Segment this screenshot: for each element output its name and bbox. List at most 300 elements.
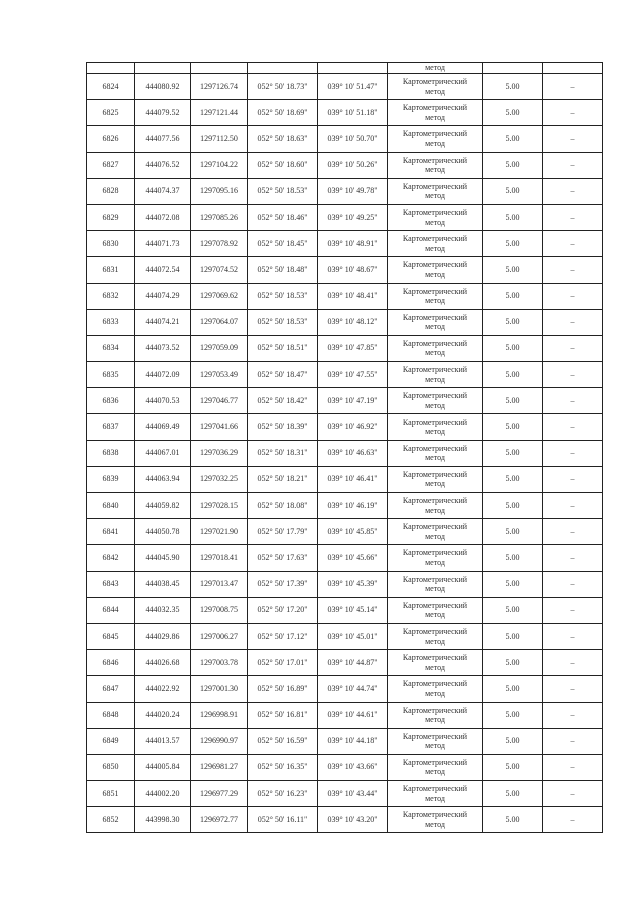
cell-accuracy: 5.00 xyxy=(483,702,543,728)
method-line-1: Картометрический xyxy=(402,181,468,191)
method-line-2: метод xyxy=(425,767,445,777)
cell-method xyxy=(388,257,483,283)
cell-longitude: 039° 10' 50.26" xyxy=(318,152,388,178)
cell-y: 1297121.44 xyxy=(191,100,248,126)
cell-method xyxy=(388,362,483,388)
cell-method xyxy=(388,388,483,414)
cell-x: 444072.09 xyxy=(135,362,191,388)
cell-description: – xyxy=(543,728,603,754)
cell-accuracy: 5.00 xyxy=(483,100,543,126)
cell-method xyxy=(388,545,483,571)
cell-y: 1297095.16 xyxy=(191,178,248,204)
cell-x: 444074.37 xyxy=(135,178,191,204)
table-row xyxy=(87,493,603,519)
method-line-1: Картометрический xyxy=(402,443,468,453)
cell-point-number: 6833 xyxy=(87,309,135,335)
table-row xyxy=(87,126,603,152)
cell-x: 444074.29 xyxy=(135,283,191,309)
cell-x: 444079.52 xyxy=(135,100,191,126)
cell-description: – xyxy=(543,257,603,283)
cell-latitude: 052° 50' 18.63" xyxy=(248,126,318,152)
cell-y xyxy=(191,63,248,74)
table-row xyxy=(87,178,603,204)
table-row xyxy=(87,597,603,623)
table-row xyxy=(87,388,603,414)
cell-point-number: 6834 xyxy=(87,335,135,361)
cell-latitude: 052° 50' 16.11" xyxy=(248,807,318,833)
method-line-2: метод xyxy=(425,479,445,489)
table-body xyxy=(87,63,603,833)
method-line-2: метод xyxy=(425,819,445,829)
cell-description: – xyxy=(543,74,603,100)
cell-point-number: 6839 xyxy=(87,466,135,492)
cell-accuracy: 5.00 xyxy=(483,519,543,545)
cell-latitude: 052° 50' 18.45" xyxy=(248,231,318,257)
cell-method xyxy=(388,676,483,702)
method-line-1: Картометрический xyxy=(402,653,468,663)
cell-longitude: 039° 10' 44.74" xyxy=(318,676,388,702)
table-row xyxy=(87,623,603,649)
cell-latitude: 052° 50' 18.60" xyxy=(248,152,318,178)
cell-latitude: 052° 50' 17.39" xyxy=(248,571,318,597)
cell-latitude: 052° 50' 18.53" xyxy=(248,309,318,335)
cell-point-number: 6852 xyxy=(87,807,135,833)
cell-latitude: 052° 50' 18.21" xyxy=(248,466,318,492)
cell-point-number: 6847 xyxy=(87,676,135,702)
cell-longitude: 039° 10' 45.01" xyxy=(318,623,388,649)
cell-y: 1297001.30 xyxy=(191,676,248,702)
method-line-2: метод xyxy=(425,191,445,201)
cell-accuracy: 5.00 xyxy=(483,623,543,649)
cell-description: – xyxy=(543,676,603,702)
method-line-1: Картометрический xyxy=(402,705,468,715)
cell-latitude: 052° 50' 18.39" xyxy=(248,414,318,440)
table-row xyxy=(87,807,603,833)
cell-y: 1297006.27 xyxy=(191,623,248,649)
cell-description: – xyxy=(543,466,603,492)
method-line-2: метод xyxy=(425,269,445,279)
cell-accuracy: 5.00 xyxy=(483,440,543,466)
method-line-2: метод xyxy=(425,662,445,672)
cell-y: 1296998.91 xyxy=(191,702,248,728)
cell-accuracy: 5.00 xyxy=(483,781,543,807)
cell-x: 444059.82 xyxy=(135,493,191,519)
cell-y: 1297032.25 xyxy=(191,466,248,492)
cell-method xyxy=(388,231,483,257)
cell-y: 1297008.75 xyxy=(191,597,248,623)
cell-description: – xyxy=(543,414,603,440)
cell-method xyxy=(388,466,483,492)
table-row xyxy=(87,414,603,440)
cell-accuracy: 5.00 xyxy=(483,283,543,309)
cell-y: 1296990.97 xyxy=(191,728,248,754)
cell-longitude: 039° 10' 46.92" xyxy=(318,414,388,440)
cell-longitude: 039° 10' 48.91" xyxy=(318,231,388,257)
method-line-1: Картометрический xyxy=(402,417,468,427)
cell-latitude xyxy=(248,63,318,74)
cell-accuracy: 5.00 xyxy=(483,807,543,833)
cell-method xyxy=(388,493,483,519)
cell-description: – xyxy=(543,100,603,126)
cell-accuracy: 5.00 xyxy=(483,152,543,178)
table-row xyxy=(87,650,603,676)
cell-method xyxy=(388,728,483,754)
cell-description: – xyxy=(543,571,603,597)
cell-point-number: 6825 xyxy=(87,100,135,126)
cell-accuracy: 5.00 xyxy=(483,335,543,361)
method-line-2: метод xyxy=(425,793,445,803)
cell-accuracy: 5.00 xyxy=(483,545,543,571)
cell-description: – xyxy=(543,309,603,335)
table-row xyxy=(87,519,603,545)
cell-description: – xyxy=(543,781,603,807)
cell-description: – xyxy=(543,440,603,466)
cell-description: – xyxy=(543,152,603,178)
cell-accuracy: 5.00 xyxy=(483,231,543,257)
cell-x: 444070.53 xyxy=(135,388,191,414)
table-row xyxy=(87,754,603,780)
cell-point-number: 6826 xyxy=(87,126,135,152)
cell-accuracy xyxy=(483,63,543,74)
cell-y: 1297064.07 xyxy=(191,309,248,335)
table-row xyxy=(87,571,603,597)
cell-longitude: 039° 10' 47.19" xyxy=(318,388,388,414)
cell-longitude xyxy=(318,63,388,74)
table-row xyxy=(87,257,603,283)
cell-x: 444045.90 xyxy=(135,545,191,571)
method-line-2: метод xyxy=(425,243,445,253)
table-row xyxy=(87,100,603,126)
cell-description: – xyxy=(543,702,603,728)
method-line-1: Картометрический xyxy=(402,496,468,506)
cell-latitude: 052° 50' 18.46" xyxy=(248,204,318,230)
method-line-1: Картометрический xyxy=(402,627,468,637)
method-line-1: Картометрический xyxy=(402,155,468,165)
cell-method xyxy=(388,519,483,545)
cell-longitude: 039° 10' 49.25" xyxy=(318,204,388,230)
cell-longitude: 039° 10' 44.61" xyxy=(318,702,388,728)
cell-accuracy: 5.00 xyxy=(483,257,543,283)
cell-description: – xyxy=(543,493,603,519)
cell-longitude: 039° 10' 46.41" xyxy=(318,466,388,492)
cell-longitude: 039° 10' 47.55" xyxy=(318,362,388,388)
cell-latitude: 052° 50' 18.47" xyxy=(248,362,318,388)
table-row xyxy=(87,781,603,807)
cell-latitude: 052° 50' 17.01" xyxy=(248,650,318,676)
cell-x: 444073.52 xyxy=(135,335,191,361)
method-line-2: метод xyxy=(425,453,445,463)
cell-latitude: 052° 50' 17.20" xyxy=(248,597,318,623)
method-line-2: метод xyxy=(425,557,445,567)
cell-x: 444020.24 xyxy=(135,702,191,728)
cell-latitude: 052° 50' 18.73" xyxy=(248,74,318,100)
method-line-1: Картометрический xyxy=(402,129,468,139)
table-row xyxy=(87,466,603,492)
cell-y: 1297078.92 xyxy=(191,231,248,257)
cell-x: 444072.54 xyxy=(135,257,191,283)
cell-accuracy: 5.00 xyxy=(483,178,543,204)
table-row xyxy=(87,74,603,100)
cell-description: – xyxy=(543,650,603,676)
method-line-1: Картометрический xyxy=(402,600,468,610)
cell-method xyxy=(388,100,483,126)
cell-point-number: 6824 xyxy=(87,74,135,100)
cell-x: 444032.35 xyxy=(135,597,191,623)
table-row xyxy=(87,676,603,702)
method-line-2: метод xyxy=(425,348,445,358)
table-row xyxy=(87,702,603,728)
cell-x: 444050.78 xyxy=(135,519,191,545)
cell-method xyxy=(388,178,483,204)
method-line-1: Картометрический xyxy=(402,365,468,375)
cell-method xyxy=(388,754,483,780)
cell-latitude: 052° 50' 18.31" xyxy=(248,440,318,466)
cell-description: – xyxy=(543,335,603,361)
cell-point-number: 6840 xyxy=(87,493,135,519)
cell-latitude: 052° 50' 16.35" xyxy=(248,754,318,780)
cell-point-number: 6846 xyxy=(87,650,135,676)
cell-x: 444022.92 xyxy=(135,676,191,702)
cell-accuracy: 5.00 xyxy=(483,414,543,440)
cell-accuracy: 5.00 xyxy=(483,362,543,388)
cell-method: метод xyxy=(388,63,483,74)
cell-accuracy: 5.00 xyxy=(483,493,543,519)
method-line-1: Картометрический xyxy=(402,679,468,689)
table-row xyxy=(87,362,603,388)
cell-point-number: 6827 xyxy=(87,152,135,178)
cell-y: 1297018.41 xyxy=(191,545,248,571)
cell-accuracy: 5.00 xyxy=(483,309,543,335)
cell-latitude: 052° 50' 16.89" xyxy=(248,676,318,702)
cell-x: 444002.20 xyxy=(135,781,191,807)
cell-description: – xyxy=(543,204,603,230)
cell-method xyxy=(388,623,483,649)
cell-point-number: 6844 xyxy=(87,597,135,623)
cell-point-number: 6851 xyxy=(87,781,135,807)
cell-longitude: 039° 10' 45.85" xyxy=(318,519,388,545)
cell-longitude: 039° 10' 45.14" xyxy=(318,597,388,623)
table-row-continuation xyxy=(87,63,603,74)
method-line-2: метод xyxy=(425,688,445,698)
method-line-2: метод xyxy=(425,296,445,306)
cell-longitude: 039° 10' 44.18" xyxy=(318,728,388,754)
table-row xyxy=(87,152,603,178)
cell-latitude: 052° 50' 18.69" xyxy=(248,100,318,126)
table-row xyxy=(87,335,603,361)
method-line-1: Картометрический xyxy=(402,208,468,218)
method-line-2: метод xyxy=(425,715,445,725)
cell-point-number: 6838 xyxy=(87,440,135,466)
cell-latitude: 052° 50' 17.79" xyxy=(248,519,318,545)
cell-x: 443998.30 xyxy=(135,807,191,833)
cell-method xyxy=(388,414,483,440)
cell-description: – xyxy=(543,545,603,571)
cell-method xyxy=(388,204,483,230)
cell-latitude: 052° 50' 16.81" xyxy=(248,702,318,728)
cell-longitude: 039° 10' 44.87" xyxy=(318,650,388,676)
cell-x xyxy=(135,63,191,74)
cell-accuracy: 5.00 xyxy=(483,466,543,492)
cell-latitude: 052° 50' 18.08" xyxy=(248,493,318,519)
cell-description: – xyxy=(543,597,603,623)
cell-point-number: 6831 xyxy=(87,257,135,283)
cell-y: 1296972.77 xyxy=(191,807,248,833)
cell-x: 444013.57 xyxy=(135,728,191,754)
cell-longitude: 039° 10' 48.67" xyxy=(318,257,388,283)
cell-point-number: 6841 xyxy=(87,519,135,545)
cell-point-number: 6829 xyxy=(87,204,135,230)
cell-longitude: 039° 10' 45.39" xyxy=(318,571,388,597)
method-line-2: метод xyxy=(425,165,445,175)
cell-point-number: 6843 xyxy=(87,571,135,597)
method-line-1: Картометрический xyxy=(402,234,468,244)
method-line-2: метод xyxy=(425,584,445,594)
cell-y: 1297021.90 xyxy=(191,519,248,545)
cell-latitude: 052° 50' 18.51" xyxy=(248,335,318,361)
cell-latitude: 052° 50' 16.23" xyxy=(248,781,318,807)
cell-x: 444080.92 xyxy=(135,74,191,100)
cell-method xyxy=(388,152,483,178)
method-line-1: Картометрический xyxy=(402,548,468,558)
table-row xyxy=(87,728,603,754)
cell-longitude: 039° 10' 43.20" xyxy=(318,807,388,833)
cell-method xyxy=(388,74,483,100)
cell-y: 1297104.22 xyxy=(191,152,248,178)
cell-longitude: 039° 10' 47.85" xyxy=(318,335,388,361)
cell-point-number xyxy=(87,63,135,74)
method-line-1: Картометрический xyxy=(402,469,468,479)
cell-accuracy: 5.00 xyxy=(483,126,543,152)
cell-longitude: 039° 10' 43.66" xyxy=(318,754,388,780)
cell-x: 444069.49 xyxy=(135,414,191,440)
method-line-2: метод xyxy=(425,374,445,384)
cell-accuracy: 5.00 xyxy=(483,204,543,230)
cell-longitude: 039° 10' 43.44" xyxy=(318,781,388,807)
method-line-1: Картометрический xyxy=(402,286,468,296)
cell-x: 444072.08 xyxy=(135,204,191,230)
cell-x: 444077.56 xyxy=(135,126,191,152)
cell-point-number: 6832 xyxy=(87,283,135,309)
cell-point-number: 6850 xyxy=(87,754,135,780)
cell-point-number: 6845 xyxy=(87,623,135,649)
cell-accuracy: 5.00 xyxy=(483,676,543,702)
method-line-1: Картометрический xyxy=(402,757,468,767)
cell-point-number: 6848 xyxy=(87,702,135,728)
cell-x: 444029.86 xyxy=(135,623,191,649)
cell-y: 1297059.09 xyxy=(191,335,248,361)
method-line-1: Картометрический xyxy=(402,77,468,87)
method-line-1: Картометрический xyxy=(402,391,468,401)
cell-description: – xyxy=(543,623,603,649)
cell-latitude: 052° 50' 17.63" xyxy=(248,545,318,571)
cell-method xyxy=(388,781,483,807)
cell-accuracy: 5.00 xyxy=(483,728,543,754)
cell-method xyxy=(388,309,483,335)
method-line-1: Картометрический xyxy=(402,522,468,532)
cell-description: – xyxy=(543,231,603,257)
cell-y: 1297046.77 xyxy=(191,388,248,414)
cell-longitude: 039° 10' 51.18" xyxy=(318,100,388,126)
cell-description: – xyxy=(543,519,603,545)
cell-method xyxy=(388,440,483,466)
cell-method xyxy=(388,807,483,833)
cell-y: 1297036.29 xyxy=(191,440,248,466)
method-line-2: метод xyxy=(425,505,445,515)
cell-x: 444067.01 xyxy=(135,440,191,466)
cell-method xyxy=(388,126,483,152)
cell-x: 444074.21 xyxy=(135,309,191,335)
cell-method xyxy=(388,335,483,361)
cell-y: 1297013.47 xyxy=(191,571,248,597)
cell-longitude: 039° 10' 46.19" xyxy=(318,493,388,519)
cell-description: – xyxy=(543,754,603,780)
cell-longitude: 039° 10' 50.70" xyxy=(318,126,388,152)
cell-description: – xyxy=(543,178,603,204)
cell-y: 1297003.78 xyxy=(191,650,248,676)
cell-y: 1297041.66 xyxy=(191,414,248,440)
cell-longitude: 039° 10' 48.41" xyxy=(318,283,388,309)
method-line-1: Картометрический xyxy=(402,312,468,322)
method-line-1: Картометрический xyxy=(402,338,468,348)
cell-description: – xyxy=(543,283,603,309)
cell-y: 1297074.52 xyxy=(191,257,248,283)
cell-x: 444071.73 xyxy=(135,231,191,257)
method-line-2: метод xyxy=(425,636,445,646)
cell-method xyxy=(388,283,483,309)
cell-x: 444005.84 xyxy=(135,754,191,780)
method-line-2: метод xyxy=(425,322,445,332)
cell-y: 1297053.49 xyxy=(191,362,248,388)
cell-description xyxy=(543,63,603,74)
table-row xyxy=(87,204,603,230)
method-line-1: Картометрический xyxy=(402,103,468,113)
method-line-1: Картометрический xyxy=(402,731,468,741)
cell-method xyxy=(388,702,483,728)
cell-method xyxy=(388,571,483,597)
cell-y: 1297069.62 xyxy=(191,283,248,309)
method-line-1: Картометрический xyxy=(402,574,468,584)
cell-method xyxy=(388,650,483,676)
cell-accuracy: 5.00 xyxy=(483,388,543,414)
cell-description: – xyxy=(543,126,603,152)
cell-description: – xyxy=(543,388,603,414)
method-line-2: метод xyxy=(425,86,445,96)
cell-point-number: 6842 xyxy=(87,545,135,571)
cell-y: 1297126.74 xyxy=(191,74,248,100)
cell-latitude: 052° 50' 16.59" xyxy=(248,728,318,754)
coordinates-table xyxy=(86,62,603,833)
method-line-2: метод xyxy=(425,610,445,620)
cell-latitude: 052° 50' 18.53" xyxy=(248,178,318,204)
method-line-2: метод xyxy=(425,741,445,751)
table-row xyxy=(87,283,603,309)
method-line-1: Картометрический xyxy=(402,260,468,270)
cell-y: 1297112.50 xyxy=(191,126,248,152)
cell-longitude: 039° 10' 48.12" xyxy=(318,309,388,335)
cell-accuracy: 5.00 xyxy=(483,571,543,597)
method-line-2: метод xyxy=(425,112,445,122)
method-line-2: метод xyxy=(425,427,445,437)
cell-y: 1297085.26 xyxy=(191,204,248,230)
cell-point-number: 6830 xyxy=(87,231,135,257)
cell-x: 444063.94 xyxy=(135,466,191,492)
cell-point-number: 6837 xyxy=(87,414,135,440)
cell-point-number: 6836 xyxy=(87,388,135,414)
cell-longitude: 039° 10' 46.63" xyxy=(318,440,388,466)
method-line-2: метод xyxy=(425,217,445,227)
method-line-2: метод xyxy=(425,138,445,148)
table-row xyxy=(87,231,603,257)
